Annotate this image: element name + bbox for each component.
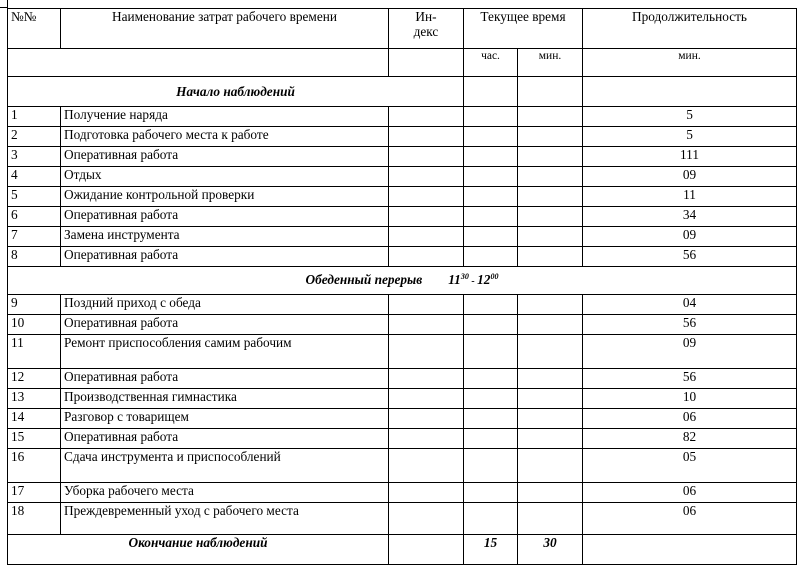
row-minutes [518,227,583,247]
units-blank [8,49,389,77]
row-number: 6 [8,207,61,227]
row-duration: 82 [583,429,797,449]
row-number: 2 [8,127,61,147]
row-index [389,369,464,389]
row-duration: 09 [583,335,797,369]
row-index [389,107,464,127]
table-row [8,335,797,369]
lunch-to-hour: 12 [477,272,491,287]
row-index [389,335,464,369]
row-duration: 56 [583,369,797,389]
row-number: 5 [8,187,61,207]
header-name: Наименование затрат рабочего времени [61,9,389,49]
row-duration: 06 [583,409,797,429]
row-number: 17 [8,483,61,503]
row-number: 14 [8,409,61,429]
row-name: Оперативная работа [61,315,389,335]
lunch-to-minute: 00 [490,272,499,281]
row-minutes [518,147,583,167]
row-hours [464,449,518,483]
totals-minutes: 30 [518,535,583,565]
row-index [389,247,464,267]
row-duration: 5 [583,127,797,147]
row-minutes [518,127,583,147]
table-row [8,409,797,429]
row-duration: 10 [583,389,797,409]
header-current-time: Текущее время [464,9,583,49]
lunch-label: Обеденный перерыв [305,272,423,287]
row-number: 8 [8,247,61,267]
table-row [8,389,797,409]
row-name: Сдача инструмента и приспособлений [61,449,389,483]
totals-duration [583,535,797,565]
header-num: №№ [8,9,61,49]
row-hours [464,483,518,503]
row-index [389,147,464,167]
row-name: Оперативная работа [61,247,389,267]
table-row [8,295,797,315]
row-hours [464,187,518,207]
table-row [8,449,797,483]
row-duration: 56 [583,315,797,335]
row-index [389,483,464,503]
row-name: Отдых [61,167,389,187]
lunch-from-minute: 30 [460,272,469,281]
row-name: Поздний приход с обеда [61,295,389,315]
blank-cell [583,77,797,107]
table-row [8,247,797,267]
row-number: 12 [8,369,61,389]
table-row [8,369,797,389]
row-duration: 56 [583,247,797,267]
row-hours [464,389,518,409]
row-index [389,389,464,409]
units-hours: час. [464,49,518,77]
row-duration: 05 [583,449,797,483]
table-row [8,503,797,535]
row-duration: 5 [583,107,797,127]
row-minutes [518,389,583,409]
blank-cell [464,77,518,107]
table-row [8,167,797,187]
row-number: 9 [8,295,61,315]
row-index [389,227,464,247]
section-start-row [8,77,797,107]
row-index [389,449,464,483]
row-index [389,503,464,535]
row-hours [464,429,518,449]
row-duration: 09 [583,227,797,247]
row-number: 11 [8,335,61,369]
row-hours [464,107,518,127]
row-hours [464,503,518,535]
row-index [389,429,464,449]
row-name: Получение наряда [61,107,389,127]
row-name: Подготовка рабочего места к работе [61,127,389,147]
table-row [8,207,797,227]
row-duration: 34 [583,207,797,227]
units-row [8,49,797,77]
row-duration: 111 [583,147,797,167]
table-row [8,147,797,167]
row-hours [464,247,518,267]
row-hours [464,167,518,187]
row-name: Производственная гимнастика [61,389,389,409]
row-duration: 09 [583,167,797,187]
row-minutes [518,335,583,369]
row-minutes [518,247,583,267]
row-index [389,127,464,147]
row-minutes [518,483,583,503]
row-minutes [518,449,583,483]
section-start-title: Начало наблюдений [8,77,464,107]
row-name: Ожидание контрольной проверки [61,187,389,207]
row-minutes [518,369,583,389]
row-number: 7 [8,227,61,247]
row-number: 10 [8,315,61,335]
table-row [8,227,797,247]
units-index-blank [389,49,464,77]
lunch-from-hour: 11 [448,272,461,287]
row-hours [464,409,518,429]
row-hours [464,127,518,147]
row-name: Оперативная работа [61,429,389,449]
row-index [389,187,464,207]
row-name: Преждевременный уход с рабочего места [61,503,389,535]
row-index [389,295,464,315]
row-duration: 06 [583,483,797,503]
row-index [389,409,464,429]
section-lunch-row [8,267,797,295]
row-number: 18 [8,503,61,535]
header-row [8,9,797,49]
row-number: 3 [8,147,61,167]
units-minutes: мин. [518,49,583,77]
corner-mark [0,0,8,8]
row-minutes [518,409,583,429]
section-lunch-title [8,267,797,295]
row-name: Оперативная работа [61,147,389,167]
row-minutes [518,167,583,187]
row-minutes [518,295,583,315]
row-minutes [518,207,583,227]
row-number: 15 [8,429,61,449]
row-index [389,315,464,335]
row-minutes [518,315,583,335]
table-row [8,315,797,335]
table-row [8,107,797,127]
row-index [389,207,464,227]
row-name: Оперативная работа [61,207,389,227]
row-duration: 06 [583,503,797,535]
row-duration: 04 [583,295,797,315]
header-index: Ин- декс [389,9,464,49]
row-duration: 11 [583,187,797,207]
row-hours [464,315,518,335]
table-row [8,429,797,449]
row-name: Оперативная работа [61,369,389,389]
header-duration: Продолжительность [583,9,797,49]
row-name: Разговор с товарищем [61,409,389,429]
row-index [389,167,464,187]
row-number: 1 [8,107,61,127]
row-name: Уборка рабочего места [61,483,389,503]
totals-row [8,535,797,565]
row-minutes [518,429,583,449]
table-row [8,127,797,147]
row-hours [464,335,518,369]
table-row [8,187,797,207]
row-minutes [518,107,583,127]
row-name: Ремонт приспособления самим рабочим [61,335,389,369]
lunch-separator: - [468,276,478,287]
totals-hours: 15 [464,535,518,565]
totals-index [389,535,464,565]
row-number: 16 [8,449,61,483]
row-number: 4 [8,167,61,187]
units-duration: мин. [583,49,797,77]
work-time-table [7,8,797,565]
row-hours [464,369,518,389]
section-end-title: Окончание наблюдений [8,535,389,565]
row-hours [464,147,518,167]
row-name: Замена инструмента [61,227,389,247]
row-hours [464,207,518,227]
table-row [8,483,797,503]
row-minutes [518,503,583,535]
row-number: 13 [8,389,61,409]
row-hours [464,295,518,315]
row-hours [464,227,518,247]
row-minutes [518,187,583,207]
blank-cell [518,77,583,107]
